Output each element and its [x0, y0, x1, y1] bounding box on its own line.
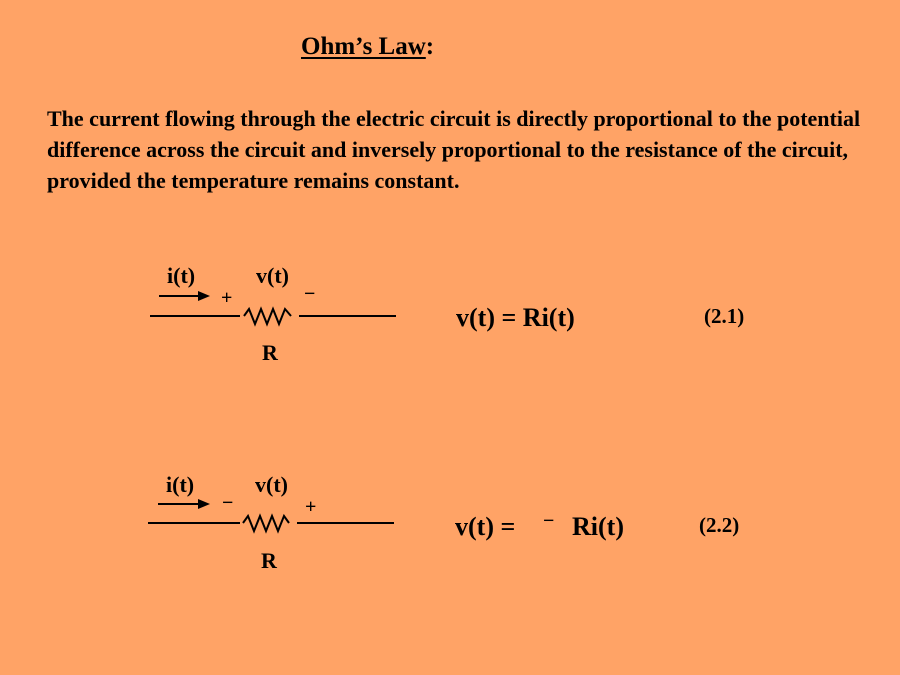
equation-number-2-2: (2.2)	[699, 513, 740, 537]
equation-2-2-lhs: v(t) =	[455, 512, 516, 541]
circuit-1-minus-sign: −	[304, 283, 316, 305]
circuit-2-minus-sign: −	[222, 492, 234, 514]
circuit-1-resistor	[244, 309, 291, 324]
law-statement: The current flowing through the electric circuit is directly proportional to the potential difference across the circuit and inversely proportional to the resistance of the circuit, provided the temperature remains constant.	[47, 106, 861, 193]
circuit-1-resistor-label: R	[262, 340, 278, 365]
circuit-1-voltage-label: v(t)	[256, 263, 289, 288]
circuit-1-plus-sign: +	[221, 287, 233, 309]
circuit-2-voltage-label: v(t)	[255, 472, 288, 497]
page-title	[301, 33, 434, 61]
equation-number-2-1: (2.1)	[704, 304, 745, 328]
circuit-2-drawing	[148, 499, 394, 531]
equation-2-1-lhs: v(t) =	[456, 303, 517, 332]
circuit-2-current-arrow-head	[198, 499, 210, 509]
title-text: Ohm’s Law	[301, 33, 426, 60]
equation-2-2-minus: −	[543, 510, 555, 532]
circuit-2-resistor	[243, 516, 289, 531]
title-colon: :	[425, 33, 435, 60]
circuit-2-resistor-label: R	[261, 548, 277, 573]
circuit-1-drawing	[150, 291, 396, 324]
equation-2-1-rhs: Ri(t)	[522, 303, 575, 332]
circuit-1-current-label: i(t)	[167, 263, 196, 288]
equation-2-2-rhs: Ri(t)	[572, 512, 624, 541]
circuit-1-current-arrow-head	[198, 291, 210, 301]
circuit-2-plus-sign: +	[305, 496, 317, 518]
equation-2-1	[456, 303, 575, 333]
circuit-2-current-label: i(t)	[166, 472, 195, 497]
